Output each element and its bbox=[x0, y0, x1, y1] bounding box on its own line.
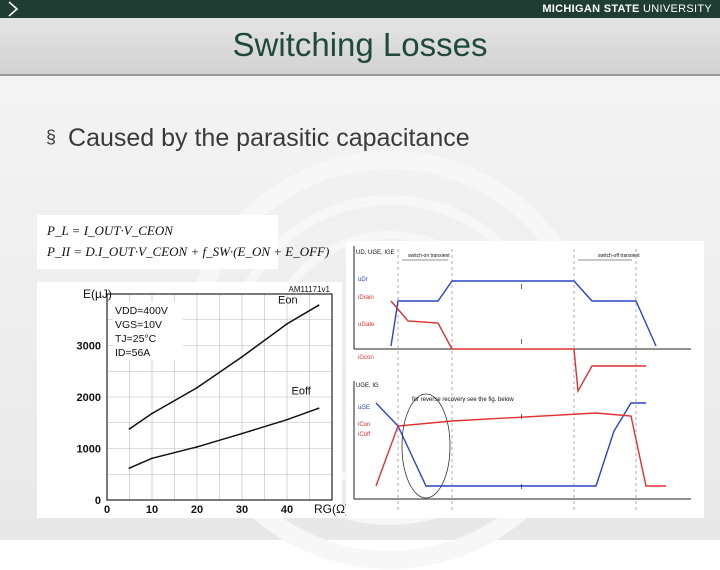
data-point-eoff bbox=[241, 433, 243, 435]
top-signal-label: iGcon bbox=[358, 355, 374, 361]
formula-line-2: P_II = D.I_OUT·V_CEON + f_SW·(E_ON + E_OFF) bbox=[47, 244, 330, 259]
bullet-marker: § bbox=[46, 127, 57, 147]
y-axis-label: E(µJ) bbox=[83, 287, 112, 301]
switching-waveforms-diagram bbox=[346, 241, 704, 518]
top-signal-label: uDr bbox=[358, 277, 368, 283]
collector-current-trace bbox=[376, 413, 666, 486]
x-tick-label: 20 bbox=[190, 504, 204, 516]
bottom-signal-label: uGE bbox=[358, 405, 371, 411]
data-point-eoff bbox=[151, 457, 153, 459]
data-point-eon bbox=[286, 323, 288, 325]
reverse-recovery-highlight bbox=[402, 394, 450, 498]
bullet-item bbox=[46, 124, 470, 153]
x-tick-label: 30 bbox=[235, 504, 249, 516]
data-point-eon bbox=[241, 356, 243, 358]
x-tick-label: 0 bbox=[103, 504, 111, 516]
top-signal-label: uGate bbox=[358, 322, 375, 328]
condition-label: VDD=400V bbox=[115, 305, 168, 317]
data-point-eoff bbox=[129, 467, 131, 469]
bottom-signal-label: iCon bbox=[358, 422, 371, 428]
gate-current-trace bbox=[391, 301, 646, 391]
axis-break-mark: ≀ bbox=[520, 337, 523, 346]
x-axis-label: RG(Ω) bbox=[314, 502, 349, 516]
y-tick-label: 2000 bbox=[76, 392, 101, 404]
data-point-eon bbox=[318, 304, 320, 306]
collector-voltage-trace bbox=[376, 403, 646, 486]
top-axis-label: UD, UGE, IGE bbox=[356, 250, 395, 256]
header-bar bbox=[0, 0, 720, 18]
gate-voltage-trace bbox=[391, 281, 656, 346]
university-name-bold: MICHIGAN STATE bbox=[542, 3, 640, 15]
series-line-eoff bbox=[130, 408, 319, 468]
y-tick-label: 1000 bbox=[76, 443, 101, 456]
condition-label: TJ=25°C bbox=[115, 333, 157, 345]
chevron-right-icon[interactable] bbox=[6, 1, 20, 17]
chart-code: AM11171v1 bbox=[288, 285, 330, 294]
data-point-eon bbox=[151, 413, 153, 415]
y-tick-label: 0 bbox=[94, 495, 101, 507]
data-point-eoff bbox=[196, 446, 198, 448]
bottom-axis-label: UGE, IG bbox=[356, 383, 379, 389]
axis-break-mark: ≀ bbox=[520, 282, 523, 291]
series-label-eoff: Eoff bbox=[291, 385, 311, 398]
x-tick-label: 10 bbox=[145, 504, 159, 516]
condition-label: VGS=10V bbox=[115, 319, 162, 331]
switch-on-label: switch-on transient bbox=[408, 253, 450, 259]
loss-formula bbox=[37, 215, 330, 269]
data-point-eoff bbox=[286, 419, 288, 421]
bullet-text: Caused by the parasitic capacitance bbox=[68, 124, 470, 152]
energy-vs-rg-chart bbox=[37, 282, 349, 518]
bottom-signal-label: iCoff bbox=[358, 432, 371, 438]
formula-line-1: P_L = I_OUT·V_CEON bbox=[47, 223, 173, 238]
university-logo bbox=[542, 3, 712, 15]
series-label-eon: Eon bbox=[278, 294, 298, 307]
y-tick-label: 3000 bbox=[76, 340, 101, 353]
axis-break-mark: ≀ bbox=[520, 482, 523, 491]
top-signal-label: iDrain bbox=[358, 295, 374, 301]
title-bar bbox=[0, 18, 720, 76]
data-point-eon bbox=[196, 387, 198, 389]
data-point-eon bbox=[129, 428, 131, 430]
data-point-eoff bbox=[318, 407, 320, 409]
slide-title: Switching Losses bbox=[232, 26, 488, 63]
condition-label: ID=56A bbox=[115, 347, 151, 359]
x-tick-label: 40 bbox=[280, 504, 294, 516]
switch-off-label: switch-off transient bbox=[598, 253, 640, 259]
axis-break-mark: ≀ bbox=[520, 412, 523, 421]
university-name-light: UNIVERSITY bbox=[642, 3, 712, 15]
recovery-note: for reverse recovery see the fig. below bbox=[412, 397, 514, 403]
